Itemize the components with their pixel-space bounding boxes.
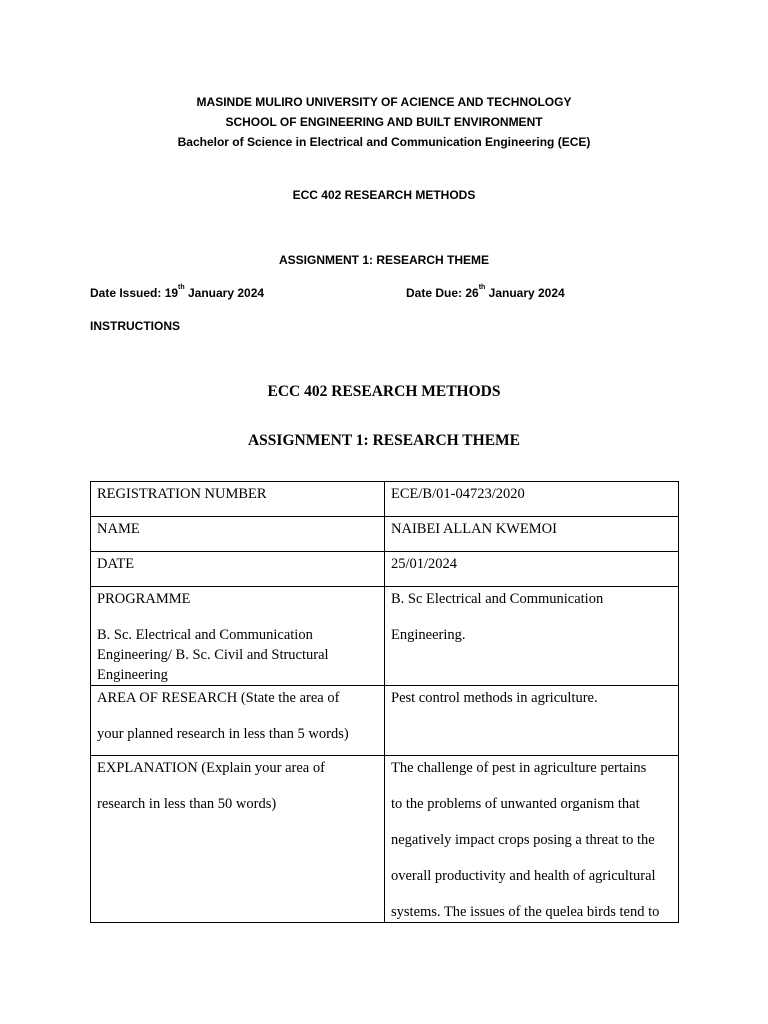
explanation-label-line: EXPLANATION (Explain your area of (97, 760, 325, 776)
name-value: NAIBEI ALLAN KWEMOI (385, 517, 679, 552)
explanation-label-cell (91, 756, 385, 923)
school-name: SCHOOL OF ENGINEERING AND BUILT ENVIRONMENT (225, 115, 543, 129)
university-name: MASINDE MULIRO UNIVERSITY OF ACIENCE AND TECHNOLOGY (196, 95, 572, 109)
area-value: Pest control methods in agriculture. (385, 686, 679, 756)
table-row (91, 587, 679, 686)
registration-label: REGISTRATION NUMBER (91, 482, 385, 517)
table-row (91, 482, 679, 517)
explanation-line: to the problems of unwanted organism that (391, 796, 640, 812)
explanation-line: systems. The issues of the quelea birds tend to (391, 904, 660, 920)
course-title: ECC 402 RESEARCH METHODS (267, 383, 501, 400)
programme-note-line: B. Sc. Electrical and Communication (97, 627, 313, 643)
table-row (91, 552, 679, 587)
course-title-header: ECC 402 RESEARCH METHODS (292, 188, 476, 202)
date-issued: Date Issued: 19th January 2024 (90, 284, 265, 300)
programme-label: PROGRAMME (97, 591, 191, 607)
explanation-line: overall productivity and health of agricultural (391, 868, 656, 884)
date-due: Date Due: 26th January 2024 (406, 284, 565, 300)
student-details-table (90, 481, 679, 923)
programme-note-line: Engineering (97, 667, 168, 683)
programme-label-cell (91, 587, 385, 686)
programme-value-line: Engineering. (391, 627, 466, 643)
explanation-line: negatively impact crops posing a threat to the (391, 832, 655, 848)
area-label-cell (91, 686, 385, 756)
degree-title: Bachelor of Science in Electrical and Communication Engineering (ECE) (177, 135, 591, 149)
table-row (91, 756, 679, 923)
explanation-line: The challenge of pest in agriculture pertains (391, 760, 647, 776)
explanation-label-line: research in less than 50 words) (97, 796, 277, 812)
date-value: 25/01/2024 (385, 552, 679, 587)
assignment-title-header: ASSIGNMENT 1: RESEARCH THEME (278, 253, 490, 267)
registration-value: ECE/B/01-04723/2020 (385, 482, 679, 517)
assignment-title: ASSIGNMENT 1: RESEARCH THEME (247, 432, 521, 449)
programme-value-cell (385, 587, 679, 686)
programme-note-line: Engineering/ B. Sc. Civil and Structural (97, 647, 329, 663)
table-row (91, 686, 679, 756)
instructions-heading: INSTRUCTIONS (90, 319, 180, 333)
area-label-line: AREA OF RESEARCH (State the area of (97, 690, 340, 706)
date-label: DATE (91, 552, 385, 587)
table-row (91, 517, 679, 552)
explanation-value-cell (385, 756, 679, 923)
name-label: NAME (91, 517, 385, 552)
programme-value-line: B. Sc Electrical and Communication (391, 591, 604, 607)
area-label-line: your planned research in less than 5 words) (97, 726, 349, 742)
